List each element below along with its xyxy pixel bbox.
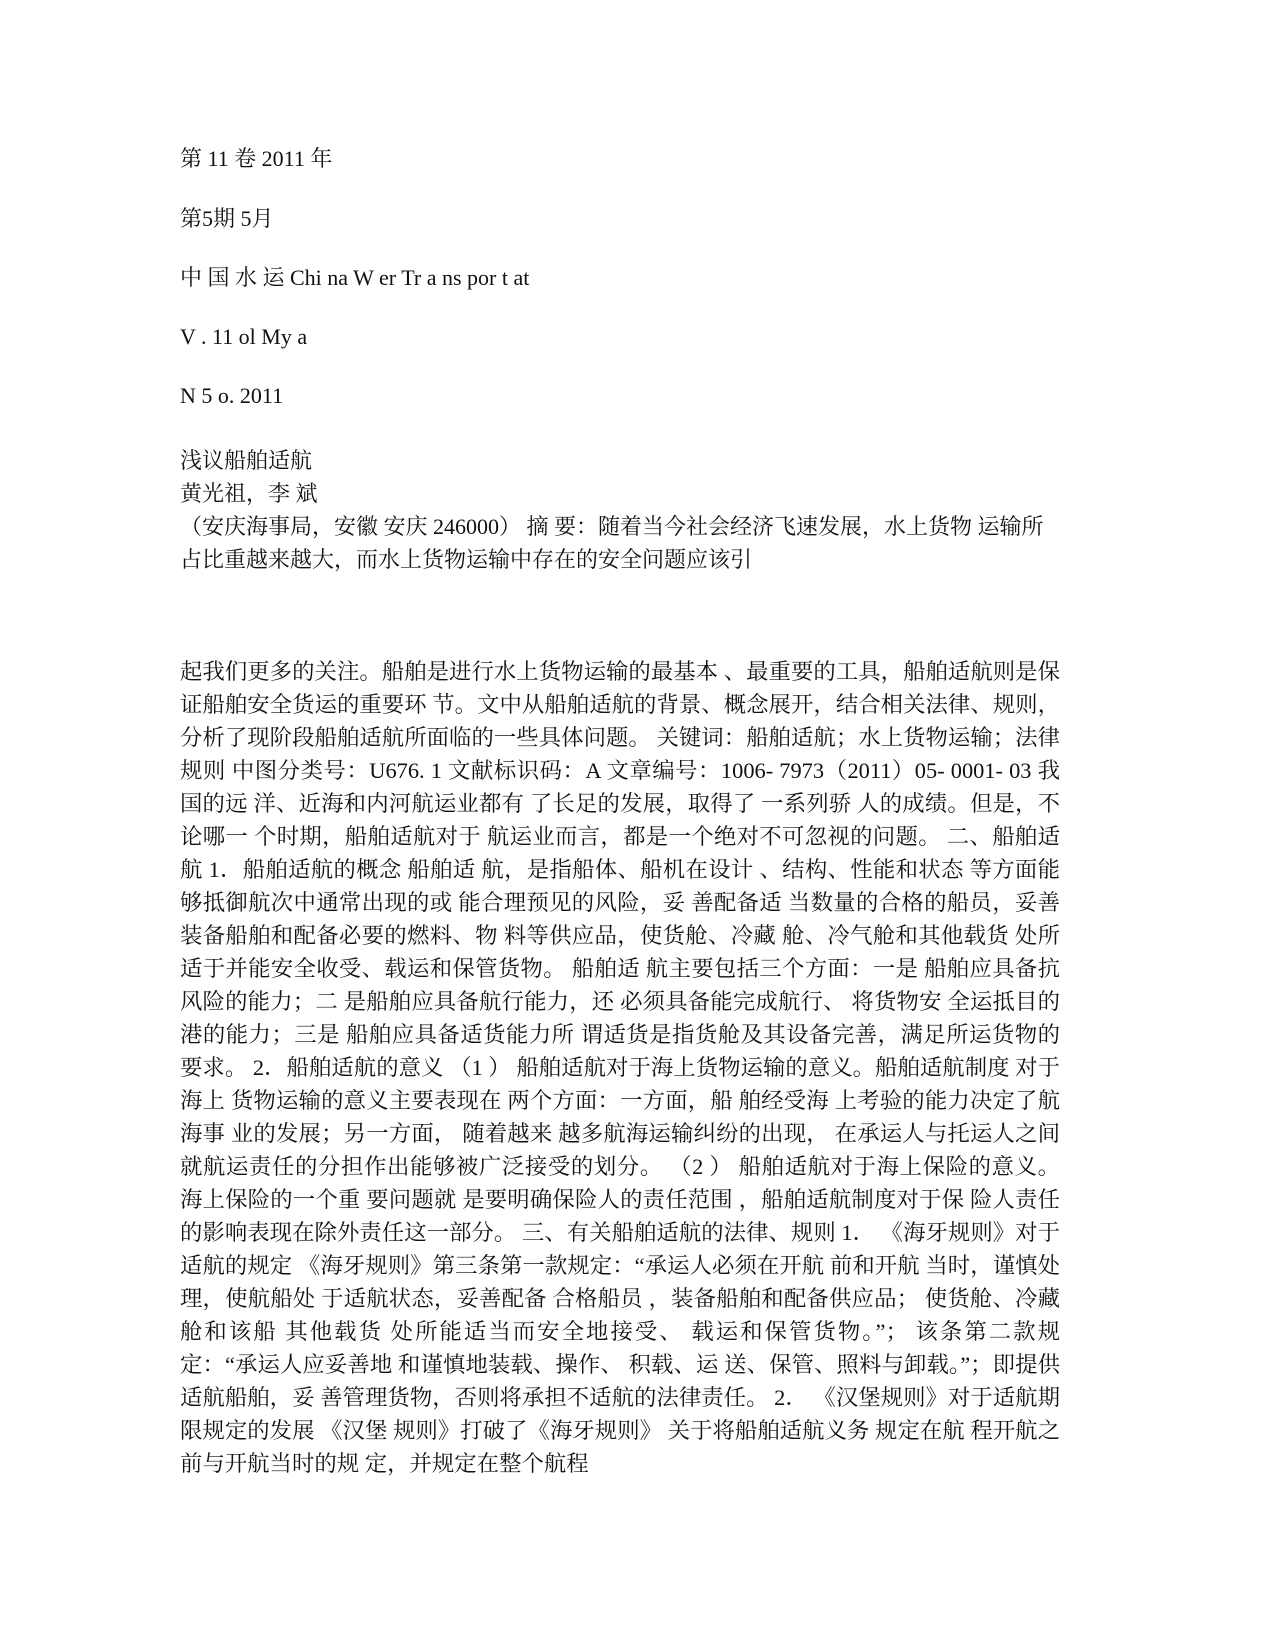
number-english-line: N 5 o. 2011 (180, 383, 284, 408)
article-heading (180, 444, 1060, 576)
volume-year-line: 第 11 卷 2011 年 (180, 146, 333, 171)
article-authors: 黄光祖，李 斌 (180, 481, 318, 506)
article-title: 浅议船舶适航 (180, 448, 313, 473)
journal-name-line: 中 国 水 运 Chi na W er Tr a ns por t at (180, 265, 530, 290)
article-body: 起我们更多的关注。船舶是进行水上货物运输的最基本 、最重要的工具，船舶适航则是保证船舶安全货运的重要环 节。文中从船舶适航的背景、概念展开，结合相关法律、规则，分析了现阶段船舶适航所面临的一些具体问题。 关键词：船舶适航；水上货物运输；法律规则 中图分类号：U676. 1 文献标识码：A 文章编号：1006- 7973（2011）05- 0001- 03 我国的远 洋、近海和内河航运业都有 了长足的发展，取得了 一系列骄 人的成绩。但是，不论哪一 个时期，船舶适航对于 航运业而言，都是一个绝对不可忽视的问题。 二、船舶适航 1．船舶适航的概念 船舶适 航，是指船体、船机在设计 、结构、性能和状态 等方面能 够抵御航次中通常出现的或 能合理预见的风险，妥 善配备适 当数量的合格的船员，妥善 装备船舶和配备必要的燃料、物 料等供应品，使货舱、冷藏 舱、冷气舱和其他载货 处所适于并能安全收受、载运和保管货物。 船舶适 航主要包括三个方面：一是 船舶应具备抗风险的能力；二 是船舶应具备航行能力，还 必须具备能完成航行、 将货物安 全运抵目的港的能力；三是 船舶应具备适货能力所 谓适货是指货舱及其设备完善，满足所运货物的要求。 2．船舶适航的意义 （1 ） 船舶适航对于海上货物运输的意义。船舶适航制度 对于海上 货物运输的意义主要表现在 两个方面：一方面，船 舶经受海 上考验的能力决定了航海事 业的发展；另一方面， 随着越来 越多航海运输纠纷的出现， 在承运人与托运人之间 就航运责任的分担作出能够被广泛接受的划分。 （2 ） 船舶适航对于海上保险的意义。 海上保险的一个重 要问题就 是要明确保险人的责任范围 ，船舶适航制度对于保 险人责任的影响表现在除外责任这一部分。 三、有关船舶适航的法律、规则 1． 《海牙规则》对于适航的规定 《海牙规则》第三条第一款规定：“承运人必须在开航 前和开航 当时，谨慎处理，使航船处 于适航状态，妥善配备 合格船员 ，装备船舶和配备供应品； 使货舱、冷藏舱和该船 其他载货 处所能适当而安全地接受、 载运和保管货物。”； 该条第二款规定：“承运人应妥善地 和谨慎地装载、操作、 积载、运 送、保管、照料与卸载。”；即提供适航船舶，妥 善管理货物，否则将承担不适航的法律责任。 2． 《汉堡规则》对于适航期限规定的发展 《汉堡 规则》打破了《海牙规则》 关于将船舶适航义务 规定在航 程开航之前与开航当时的规 定，并规定在整个航程 (180, 659, 1060, 1476)
volume-english-line: V . 11 ol My a (180, 324, 308, 349)
issue-month-line: 第5期 5月 (180, 206, 274, 231)
affiliation-abstract: （安庆海事局，安徽 安庆 246000） 摘 要：随着当今社会经济飞速发展，水上货物 运输所占比重越来越大，而水上货物运输中存在的安全问题应该引 (180, 514, 1044, 572)
